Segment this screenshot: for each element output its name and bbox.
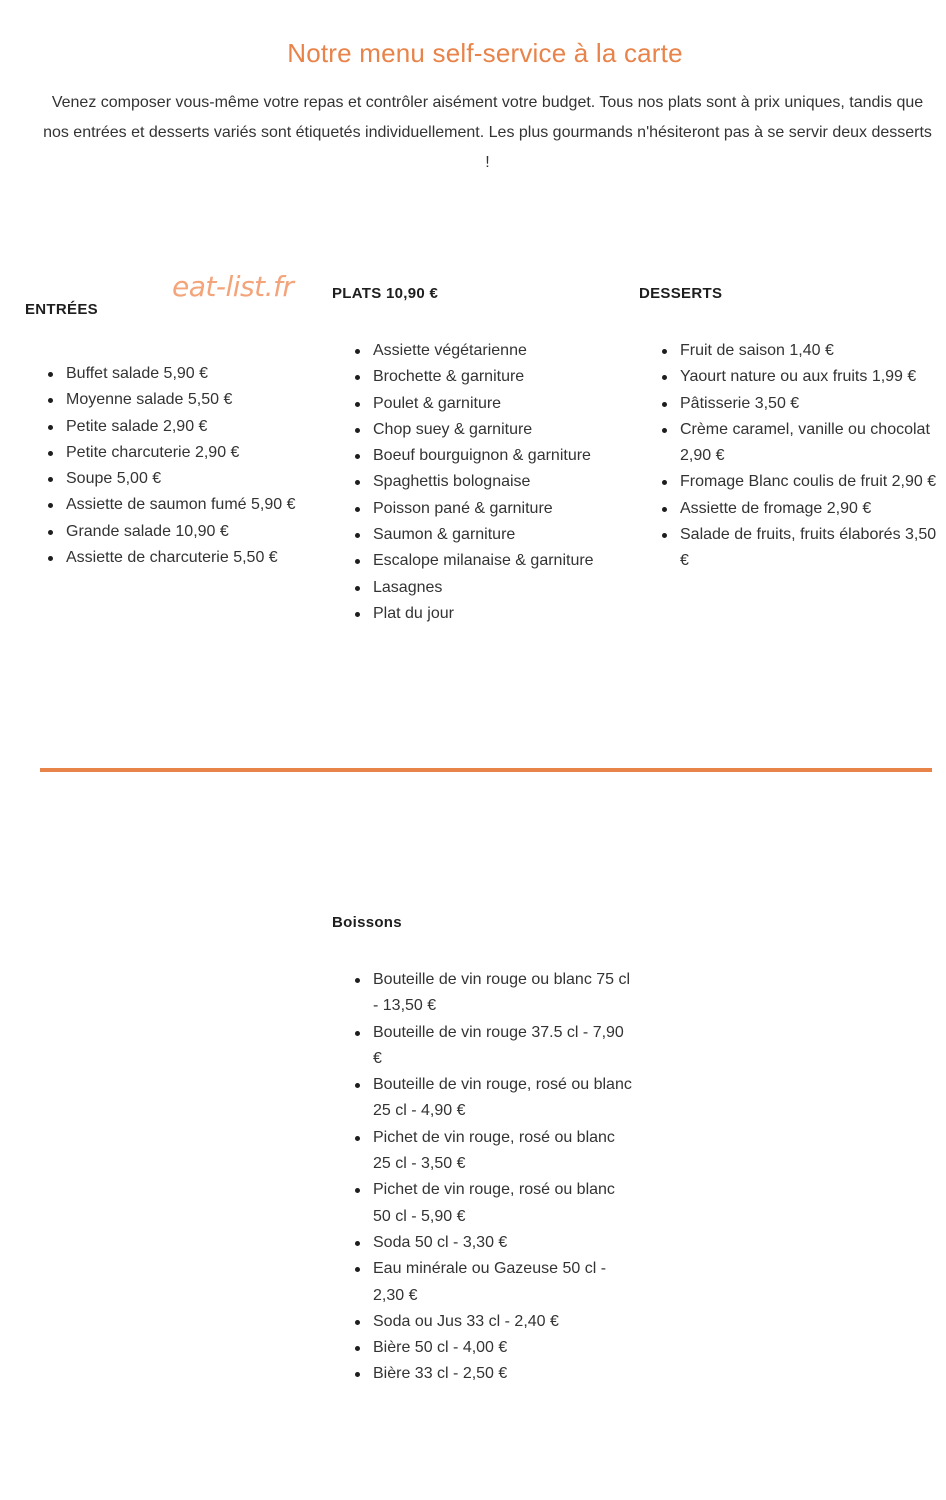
menu-item: Eau minérale ou Gazeuse 50 cl - 2,30 € <box>347 1256 632 1309</box>
menu-item: Saumon & garniture <box>347 522 632 548</box>
menu-item: Moyenne salade 5,50 € <box>40 387 325 413</box>
menu-item: Bière 33 cl - 2,50 € <box>347 1361 632 1387</box>
menu-item: Spaghettis bolognaise <box>347 469 632 495</box>
menu-item: Pichet de vin rouge, rosé ou blanc 50 cl - 5,90 € <box>347 1177 632 1230</box>
menu-item: Grande salade 10,90 € <box>40 519 325 545</box>
menu-item: Assiette de charcuterie 5,50 € <box>40 545 325 571</box>
menu-item: Petite salade 2,90 € <box>40 414 325 440</box>
menu-item: Fromage Blanc coulis de fruit 2,90 € <box>654 469 944 495</box>
boissons-list <box>347 967 632 1388</box>
menu-item: Brochette & garniture <box>347 364 632 390</box>
plats-list <box>347 338 632 627</box>
entrees-heading: ENTRÉES <box>25 301 98 318</box>
menu-item: Soda 50 cl - 3,30 € <box>347 1230 632 1256</box>
menu-item: Buffet salade 5,90 € <box>40 361 325 387</box>
menu-item: Pâtisserie 3,50 € <box>654 391 944 417</box>
menu-item: Yaourt nature ou aux fruits 1,99 € <box>654 364 944 390</box>
page-title: Notre menu self-service à la carte <box>287 38 683 68</box>
menu-item: Petite charcuterie 2,90 € <box>40 440 325 466</box>
intro-paragraph: Venez composer vous-même votre repas et contrôler aisément votre budget. Tous nos plats sont à prix uniques, tandis que nos entrées et desserts variés sont étiquetés individuellement. Les plus gourmands n'hésiteront pas à se servir deux desserts ! <box>43 94 932 171</box>
menu-item: Pichet de vin rouge, rosé ou blanc 25 cl - 3,50 € <box>347 1125 632 1178</box>
menu-item: Bouteille de vin rouge ou blanc 75 cl - 13,50 € <box>347 967 632 1020</box>
menu-item: Soda ou Jus 33 cl - 2,40 € <box>347 1309 632 1335</box>
menu-item: Plat du jour <box>347 601 632 627</box>
menu-item: Boeuf bourguignon & garniture <box>347 443 632 469</box>
watermark-logo: eat-list.fr <box>172 270 294 303</box>
desserts-heading: DESSERTS <box>639 285 723 302</box>
menu-item: Crème caramel, vanille ou chocolat 2,90 € <box>654 417 944 470</box>
menu-item: Assiette végétarienne <box>347 338 632 364</box>
menu-item: Fruit de saison 1,40 € <box>654 338 944 364</box>
menu-item: Chop suey & garniture <box>347 417 632 443</box>
menu-item: Poisson pané & garniture <box>347 496 632 522</box>
desserts-list <box>654 338 944 575</box>
plats-heading: PLATS 10,90 € <box>332 285 439 302</box>
boissons-heading: Boissons <box>332 914 402 931</box>
menu-item: Bouteille de vin rouge 37.5 cl - 7,90 € <box>347 1020 632 1073</box>
menu-item: Bouteille de vin rouge, rosé ou blanc 25 cl - 4,90 € <box>347 1072 632 1125</box>
section-divider <box>40 768 932 772</box>
entrees-list <box>40 361 325 571</box>
menu-item: Poulet & garniture <box>347 391 632 417</box>
menu-item: Assiette de fromage 2,90 € <box>654 496 944 522</box>
menu-item: Assiette de saumon fumé 5,90 € <box>40 492 325 518</box>
menu-item: Escalope milanaise & garniture <box>347 548 632 574</box>
menu-item: Bière 50 cl - 4,00 € <box>347 1335 632 1361</box>
menu-item: Salade de fruits, fruits élaborés 3,50 € <box>654 522 944 575</box>
menu-item: Lasagnes <box>347 575 632 601</box>
menu-item: Soupe 5,00 € <box>40 466 325 492</box>
